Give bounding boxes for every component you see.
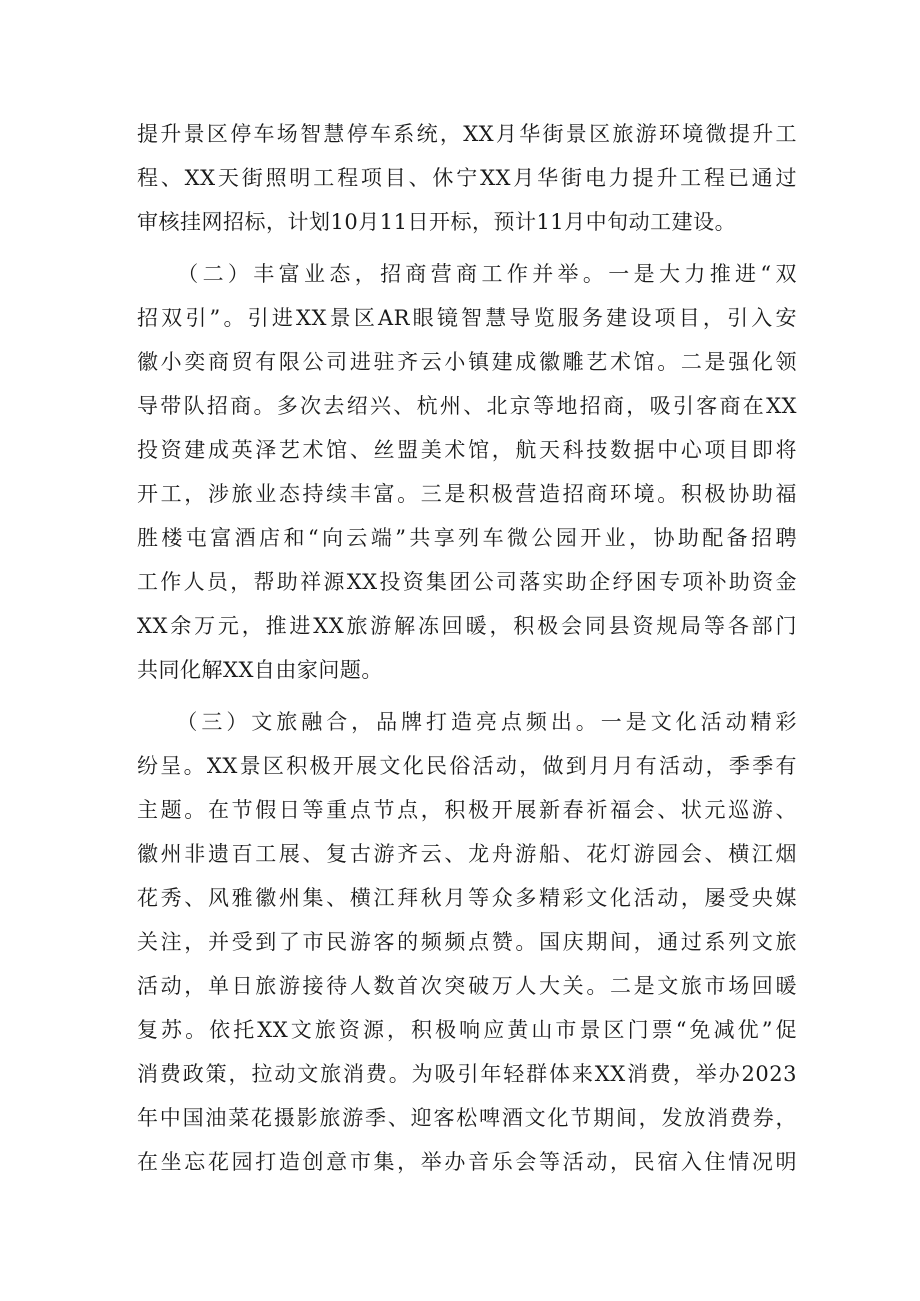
text-line: 纷呈。XX景区积极开展文化民俗活动，做到月月有活动，季季有: [137, 754, 797, 778]
text-line: 提升景区停车场智慧停车系统，XX月华街景区旅游环境微提升工: [137, 122, 797, 146]
paragraph-gap: [137, 692, 797, 700]
text-line: 在坐忘花园打造创意市集，举办音乐会等活动，民宿入住情况明: [137, 1150, 797, 1174]
text-line: 徽州非遗百工展、复古游齐云、龙舟游船、花灯游园会、横江烟: [137, 842, 797, 866]
text-line: 投资建成英泽艺术馆、丝盟美术馆，航天科技数据中心项目即将: [137, 438, 797, 462]
text-line: 消费政策，拉动文旅消费。为吸引年轻群体来XX消费，举办2023: [137, 1062, 797, 1086]
text-line: 主题。在节假日等重点节点，积极开展新春祈福会、状元巡游、: [137, 798, 797, 822]
text-line: 开工，涉旅业态持续丰富。三是积极营造招商环境。积极协助福: [137, 482, 797, 506]
paragraph-2: [137, 252, 797, 692]
text-line: 关注，并受到了市民游客的频频点赞。国庆期间，通过系列文旅: [137, 930, 797, 954]
paragraph-1: [137, 112, 797, 244]
text-line: 共同化解XX自由家问题。: [137, 658, 383, 682]
text-line: 复苏。依托XX文旅资源，积极响应黄山市景区门票“免减优”促: [137, 1018, 797, 1042]
text-line: 花秀、风雅徽州集、横江拜秋月等众多精彩文化活动，屡受央媒: [137, 886, 797, 910]
text-line: 胜楼屯富酒店和“向云端”共享列车微公园开业，协助配备招聘: [137, 526, 797, 550]
text-line: XX余万元，推进XX旅游解冻回暖，积极会同县资规局等各部门: [137, 614, 797, 638]
text-line: 工作人员，帮助祥源XX投资集团公司落实助企纾困专项补助资金: [137, 570, 797, 594]
text-line: 年中国油菜花摄影旅游季、迎客松啤酒文化节期间，发放消费券，: [137, 1106, 797, 1130]
text-line: 程、XX天街照明工程项目、休宁XX月华街电力提升工程已通过: [137, 166, 797, 190]
document-body: [137, 112, 797, 1184]
text-line: （二）丰富业态，招商营商工作并举。一是大力推进“双: [137, 262, 797, 286]
text-line: 招双引”。引进XX景区AR眼镜智慧导览服务建设项目，引入安: [137, 306, 797, 330]
text-line: 活动，单日旅游接待人数首次突破万人大关。二是文旅市场回暖: [137, 974, 797, 998]
text-line: 导带队招商。多次去绍兴、杭州、北京等地招商，吸引客商在XX: [137, 394, 797, 418]
text-line: 审核挂网招标，计划10月11日开标，预计11月中旬动工建设。: [137, 210, 737, 234]
text-line: （三）文旅融合，品牌打造亮点频出。一是文化活动精彩: [137, 710, 797, 734]
paragraph-3: [137, 700, 797, 1184]
paragraph-gap: [137, 244, 797, 252]
text-line: 徽小奕商贸有限公司进驻齐云小镇建成徽雕艺术馆。二是强化领: [137, 350, 797, 374]
